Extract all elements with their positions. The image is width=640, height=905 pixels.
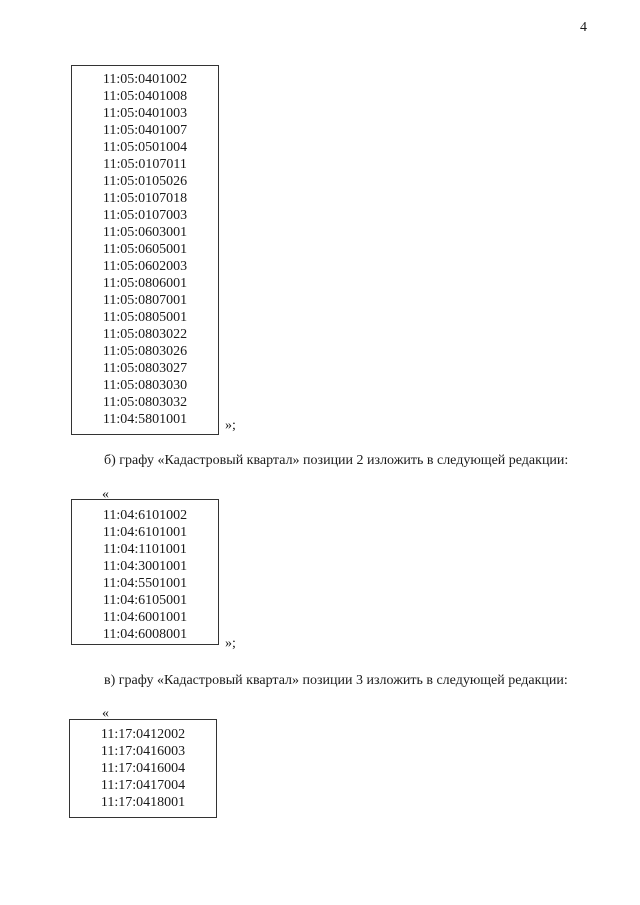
closing-quote-b: »; xyxy=(225,636,236,651)
cadastral-code: 11:05:0803027 xyxy=(102,361,188,376)
cadastral-code: 11:05:0107018 xyxy=(102,191,188,206)
cadastral-code: 11:05:0803032 xyxy=(102,395,188,410)
cadastral-code: 11:05:0501004 xyxy=(102,140,188,155)
cadastral-code: 11:05:0602003 xyxy=(102,259,188,274)
cadastral-code: 11:04:1101001 xyxy=(103,542,187,557)
cadastral-code: 11:05:0805001 xyxy=(102,310,188,325)
cadastral-code: 11:04:5501001 xyxy=(102,576,188,591)
cadastral-code: 11:05:0401008 xyxy=(102,89,188,104)
cadastral-code: 11:04:3001001 xyxy=(102,559,188,574)
cadastral-code: 11:04:6101002 xyxy=(102,508,188,523)
cadastral-code: 11:05:0803026 xyxy=(102,344,188,359)
open-quote-b: « xyxy=(102,487,109,502)
cadastral-code: 11:05:0603001 xyxy=(102,225,188,240)
cadastral-code: 11:05:0107011 xyxy=(103,157,187,172)
cadastral-codes-table-a xyxy=(71,65,219,435)
paragraph-c: в) графу «Кадастровый квартал» позиции 3 изложить в следующей редакции: xyxy=(104,673,568,688)
cadastral-code: 11:05:0803030 xyxy=(102,378,188,393)
cadastral-code: 11:04:6101001 xyxy=(102,525,188,540)
cadastral-code: 11:05:0806001 xyxy=(102,276,188,291)
cadastral-code: 11:17:0412002 xyxy=(100,727,186,742)
cadastral-code: 11:17:0418001 xyxy=(100,795,186,810)
paragraph-b: б) графу «Кадастровый квартал» позиции 2 изложить в следующей редакции: xyxy=(104,453,569,468)
cadastral-codes-table-b xyxy=(71,499,219,645)
cadastral-code: 11:05:0105026 xyxy=(102,174,188,189)
page-number: 4 xyxy=(580,20,587,35)
cadastral-code: 11:17:0416003 xyxy=(100,744,186,759)
cadastral-code: 11:17:0416004 xyxy=(100,761,186,776)
cadastral-code: 11:04:6001001 xyxy=(102,610,188,625)
cadastral-code: 11:17:0417004 xyxy=(100,778,186,793)
open-quote-c: « xyxy=(102,706,109,721)
cadastral-code: 11:05:0605001 xyxy=(102,242,188,257)
cadastral-code: 11:04:6105001 xyxy=(102,593,188,608)
cadastral-code: 11:05:0107003 xyxy=(102,208,188,223)
cadastral-code: 11:04:6008001 xyxy=(102,627,188,642)
closing-quote-a: »; xyxy=(225,418,236,433)
cadastral-code: 11:05:0401007 xyxy=(102,123,188,138)
cadastral-code: 11:05:0807001 xyxy=(102,293,188,308)
cadastral-code: 11:05:0401003 xyxy=(102,106,188,121)
cadastral-codes-table-c xyxy=(69,719,217,818)
cadastral-code: 11:04:5801001 xyxy=(102,412,188,427)
cadastral-code: 11:05:0401002 xyxy=(102,72,188,87)
cadastral-code: 11:05:0803022 xyxy=(102,327,188,342)
